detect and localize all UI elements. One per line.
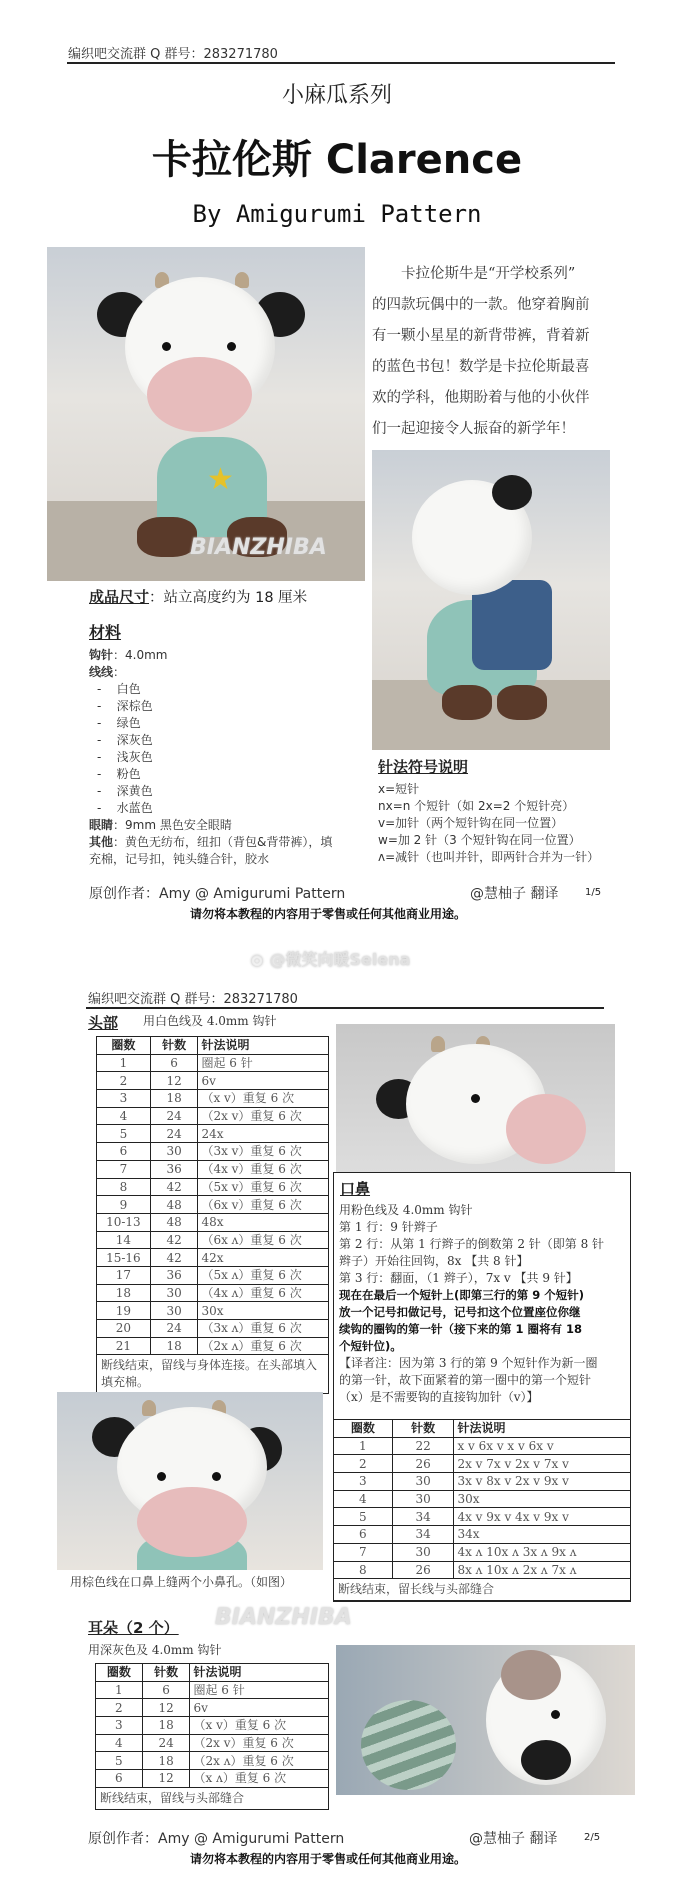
round-cell: 2 — [96, 1699, 143, 1717]
translator-credit: @慧柚子 翻译 — [470, 886, 559, 902]
round-cell: 10-13 — [97, 1213, 151, 1231]
stitch-count-cell: 18 — [150, 1337, 198, 1355]
round-cell: 21 — [97, 1337, 151, 1355]
table-row — [334, 1455, 631, 1473]
hook-label: 钩针 — [89, 648, 114, 662]
instruction-cell: （4x ʌ）重复 6 次 — [198, 1284, 329, 1302]
header-rule — [67, 62, 615, 64]
table-row — [96, 1770, 329, 1788]
yarn-item: 绿色 — [116, 716, 141, 730]
instruction-cell: 48x — [198, 1213, 329, 1231]
stitch-count-cell: 36 — [150, 1160, 198, 1178]
table-row — [97, 1196, 329, 1214]
column-header: 针法说明 — [198, 1037, 329, 1055]
eyes-value: ：9mm 黑色安全眼睛 — [113, 818, 232, 832]
column-header: 针法说明 — [190, 1664, 329, 1682]
table-header-row — [97, 1037, 329, 1055]
ear-section-sub: 用深灰色及 4.0mm 钩针 — [88, 1643, 222, 1657]
round-cell: 6 — [96, 1770, 143, 1788]
snout-line: 第 3 行：翻面，（1 辫子），7x v 【共 9 针】 — [339, 1271, 578, 1285]
cow-photo-back — [372, 450, 610, 750]
round-cell: 15-16 — [97, 1249, 151, 1267]
round-cell: 4 — [96, 1734, 143, 1752]
instruction-cell: 4x v 9x v 4x v 9x v — [454, 1508, 631, 1526]
header-rule-2 — [86, 1007, 604, 1009]
stitch-count-cell: 24 — [150, 1125, 198, 1143]
yarn-value: ： — [113, 665, 126, 679]
cow-photo-front — [47, 247, 365, 581]
table-row — [97, 1090, 329, 1108]
round-cell: 20 — [97, 1320, 151, 1338]
round-cell: 1 — [334, 1437, 393, 1455]
legend-item: w=加 2 针（3 个短针钩在同一位置） — [378, 833, 581, 847]
instruction-cell: 24x — [198, 1125, 329, 1143]
instruction-cell: （5x v）重复 6 次 — [198, 1178, 329, 1196]
table-row — [97, 1284, 329, 1302]
table-row — [334, 1508, 631, 1526]
round-cell: 6 — [334, 1526, 393, 1544]
stitch-count-cell: 26 — [392, 1455, 454, 1473]
instruction-cell: 6v — [198, 1072, 329, 1090]
head-section-title: 头部 — [88, 1014, 119, 1032]
table-row — [96, 1699, 329, 1717]
instruction-cell: 30x — [454, 1490, 631, 1508]
stitch-count-cell: 30 — [150, 1284, 198, 1302]
round-cell: 19 — [97, 1302, 151, 1320]
table-row — [97, 1266, 329, 1284]
instruction-cell: 34x — [454, 1526, 631, 1544]
head-section-sub: 用白色线及 4.0mm 钩针 — [143, 1014, 277, 1028]
table-row — [97, 1320, 329, 1338]
round-cell: 1 — [97, 1054, 151, 1072]
size-value: ：站立高度约为 18 厘米 — [149, 590, 308, 606]
column-header: 针数 — [150, 1037, 198, 1055]
site-watermark-1: BIANZHIBA — [190, 535, 327, 560]
hook-value: ：4.0mm — [113, 648, 168, 662]
intro-line: 们一起迎接令人振奋的新学年！ — [372, 421, 575, 437]
round-cell: 17 — [97, 1266, 151, 1284]
ear-pattern-table — [95, 1663, 329, 1810]
table-row — [334, 1490, 631, 1508]
yarn-item: 粉色 — [116, 767, 141, 781]
snout-line: 第 2 行：从第 1 行辫子的倒数第 2 针（即第 8 针 — [339, 1237, 605, 1251]
weibo-watermark — [250, 947, 410, 970]
table-row — [334, 1473, 631, 1491]
instruction-cell: 2x v 7x v 2x v 7x v — [454, 1455, 631, 1473]
other-label: 其他 — [89, 835, 114, 849]
instruction-cell: （2x v）重复 6 次 — [198, 1107, 329, 1125]
table-note-row — [334, 1579, 631, 1601]
round-cell: 2 — [97, 1072, 151, 1090]
round-cell: 4 — [97, 1107, 151, 1125]
snout-title: 口鼻 — [340, 1180, 371, 1198]
page-number-2: 2/5 — [584, 1832, 601, 1843]
stitch-legend — [378, 781, 599, 866]
round-cell: 4 — [334, 1490, 393, 1508]
instruction-cell: 6v — [190, 1699, 329, 1717]
table-row — [96, 1681, 329, 1699]
column-header: 圈数 — [97, 1037, 151, 1055]
column-header: 针数 — [392, 1420, 454, 1438]
table-row — [96, 1734, 329, 1752]
series-title: 小麻瓜系列 — [281, 83, 392, 108]
stitch-count-cell: 42 — [150, 1249, 198, 1267]
snout-line: 辫子）开始往回钩，8x 【共 8 针】 — [339, 1254, 529, 1268]
stitch-count-cell: 26 — [392, 1561, 454, 1579]
round-cell: 3 — [334, 1473, 393, 1491]
snout-bold-line: 现在在最后一个短针上(即第三行的第 9 个短针) — [339, 1288, 585, 1302]
stitch-count-cell: 30 — [150, 1302, 198, 1320]
table-row — [97, 1160, 329, 1178]
stitch-count-cell: 30 — [392, 1473, 454, 1491]
author-credit: 原创作者：Amy @ Amigurumi Pattern — [89, 886, 346, 902]
instruction-cell: （x v）重复 6 次 — [198, 1090, 329, 1108]
table-row — [97, 1143, 329, 1161]
intro-line: 欢的学科，他期盼着与他的小伙伴 — [372, 390, 590, 406]
intro-line: 卡拉伦斯牛是“开学校系列” — [372, 266, 576, 282]
materials-title: 材料 — [89, 623, 122, 642]
page-number: 1/5 — [585, 887, 602, 898]
yarn-item: 浅灰色 — [116, 750, 153, 764]
round-cell: 18 — [97, 1284, 151, 1302]
column-header: 圈数 — [96, 1664, 143, 1682]
stitch-count-cell: 24 — [142, 1734, 190, 1752]
yarn-item: 深灰色 — [116, 733, 153, 747]
round-cell: 6 — [97, 1143, 151, 1161]
yarn-label: 线线 — [89, 665, 114, 679]
stitch-count-cell: 36 — [150, 1266, 198, 1284]
round-cell: 1 — [96, 1681, 143, 1699]
table-row — [97, 1125, 329, 1143]
round-cell: 3 — [97, 1090, 151, 1108]
table-row — [96, 1717, 329, 1735]
ear-section-title: 耳朵（2 个） — [88, 1619, 179, 1637]
snout-line: 用粉色线及 4.0mm 钩针 — [339, 1203, 473, 1217]
cow-head-photo — [336, 1024, 615, 1172]
stitch-count-cell: 30 — [392, 1543, 454, 1561]
table-header-row — [96, 1664, 329, 1682]
stitch-count-cell: 24 — [150, 1320, 198, 1338]
instruction-cell: x v 6x v x v 6x v — [454, 1437, 631, 1455]
table-row — [334, 1543, 631, 1561]
instruction-cell: （x ʌ）重复 6 次 — [190, 1770, 329, 1788]
round-cell: 2 — [334, 1455, 393, 1473]
weibo-icon: ◎ — [250, 950, 270, 969]
round-cell: 7 — [334, 1543, 393, 1561]
table-note-row — [97, 1355, 329, 1394]
stitch-count-cell: 18 — [150, 1090, 198, 1108]
round-cell: 8 — [97, 1178, 151, 1196]
translator-note-line: 的第一针，故下面紧着的第一圈中的第一个短针 — [339, 1373, 592, 1387]
legend-title: 针法符号说明 — [378, 758, 469, 776]
stitch-count-cell: 12 — [142, 1699, 190, 1717]
round-cell: 3 — [96, 1717, 143, 1735]
table-note-row — [96, 1787, 329, 1809]
instruction-cell: （3x v）重复 6 次 — [198, 1143, 329, 1161]
instruction-cell: （4x v）重复 6 次 — [198, 1160, 329, 1178]
instruction-cell: （6x ʌ）重复 6 次 — [198, 1231, 329, 1249]
instruction-cell: （2x v）重复 6 次 — [190, 1734, 329, 1752]
column-header: 针法说明 — [454, 1420, 631, 1438]
table-row — [334, 1561, 631, 1579]
snout-line: 第 1 行：9 针辫子 — [339, 1220, 438, 1234]
stitch-count-cell: 34 — [392, 1508, 454, 1526]
yarn-item: 深棕色 — [116, 699, 153, 713]
table-row — [97, 1178, 329, 1196]
usage-warning-2: 请勿将本教程的内容用于零售或任何其他商业用途。 — [190, 1852, 467, 1866]
round-cell: 8 — [334, 1561, 393, 1579]
stitch-count-cell: 18 — [142, 1752, 190, 1770]
stitch-count-cell: 34 — [392, 1526, 454, 1544]
other-value-cont: 充棉，记号扣，钝头缝合针，胶水 — [89, 852, 270, 866]
legend-item: v=加针（两个短针钩在同一位置） — [378, 816, 564, 830]
table-row — [97, 1072, 329, 1090]
round-cell: 5 — [334, 1508, 393, 1526]
legend-item: x=短针 — [378, 782, 420, 796]
eyes-label: 眼睛 — [89, 818, 114, 832]
table-row — [97, 1337, 329, 1355]
table-row — [97, 1054, 329, 1072]
snout-bold-line: 个短针位)。 — [339, 1339, 402, 1353]
byline: By Amigurumi Pattern — [192, 200, 482, 228]
page-title: 卡拉伦斯 Clarence — [151, 137, 523, 183]
stitch-count-cell: 12 — [142, 1770, 190, 1788]
star-patch-icon: ★ — [207, 462, 234, 497]
table-row — [97, 1213, 329, 1231]
instruction-cell: 4x ʌ 10x ʌ 3x ʌ 9x ʌ — [454, 1543, 631, 1561]
head-pattern-table — [96, 1036, 329, 1394]
snout-instructions — [339, 1202, 604, 1406]
stitch-count-cell: 6 — [150, 1054, 198, 1072]
site-watermark-2: BIANZHIBA — [215, 1605, 352, 1630]
instruction-cell: （x v）重复 6 次 — [190, 1717, 329, 1735]
stitch-count-cell: 30 — [392, 1490, 454, 1508]
table-header-row — [334, 1420, 631, 1438]
author-credit-2: 原创作者：Amy @ Amigurumi Pattern — [88, 1831, 345, 1847]
instruction-cell: 42x — [198, 1249, 329, 1267]
instruction-cell: （5x ʌ）重复 6 次 — [198, 1266, 329, 1284]
table-row — [97, 1107, 329, 1125]
instruction-cell: （6x v）重复 6 次 — [198, 1196, 329, 1214]
stitch-count-cell: 22 — [392, 1437, 454, 1455]
table-row — [96, 1752, 329, 1770]
weibo-handle: @微笑向暖Selena — [269, 950, 411, 969]
nostril-caption: 用棕色线在口鼻上缝两个小鼻孔。（如图） — [70, 1575, 293, 1589]
table-row — [334, 1437, 631, 1455]
instruction-cell: （3x ʌ）重复 6 次 — [198, 1320, 329, 1338]
yarn-item: 水蓝色 — [116, 801, 153, 815]
table-row — [97, 1249, 329, 1267]
stitch-count-cell: 24 — [150, 1107, 198, 1125]
stitch-count-cell: 30 — [150, 1143, 198, 1161]
table-note: 断线结束，留线与身体连接。在头部填入填充棉。 — [97, 1355, 329, 1394]
group-header: 编织吧交流群 Q 群号：283271780 — [68, 47, 278, 62]
cow-nostril-photo — [57, 1392, 323, 1570]
instruction-cell: （2x ʌ）重复 6 次 — [198, 1337, 329, 1355]
intro-line: 的四款玩偶中的一款。他穿着胸前 — [372, 297, 590, 313]
round-cell: 5 — [96, 1752, 143, 1770]
instruction-cell: 圈起 6 针 — [190, 1681, 329, 1699]
instruction-cell: 8x ʌ 10x ʌ 2x ʌ 7x ʌ — [454, 1561, 631, 1579]
stitch-count-cell: 48 — [150, 1196, 198, 1214]
table-row — [334, 1526, 631, 1544]
snout-bold-line: 放一个记号扣做记号，记号扣这个位置座位你继 — [339, 1305, 581, 1319]
round-cell: 9 — [97, 1196, 151, 1214]
stitch-count-cell: 12 — [150, 1072, 198, 1090]
round-cell: 14 — [97, 1231, 151, 1249]
stitch-count-cell: 6 — [142, 1681, 190, 1699]
table-note: 断线结束，留线与头部缝合 — [96, 1787, 329, 1809]
translator-note-line: 【译者注：因为第 3 行的第 9 个短针作为新一圈 — [339, 1356, 598, 1370]
table-row — [97, 1302, 329, 1320]
yarn-item: 白色 — [116, 682, 141, 696]
instruction-cell: 3x v 8x v 2x v 9x v — [454, 1473, 631, 1491]
materials-list: 钩针：4.0mm 线线： - 白色 - 深棕色 - 绿色 - 深灰色 - 浅灰色 - 粉色 - 深黄色 - 水蓝色 眼睛：9mm 黑色安全眼睛 其他：黄色无纺布，纽扣（背包&背带裤），填 充棉，记号扣，钝头缝合针，胶水 — [89, 648, 333, 866]
snout-pattern-table — [333, 1419, 631, 1601]
stitch-count-cell: 42 — [150, 1178, 198, 1196]
column-header: 针数 — [142, 1664, 190, 1682]
table-note: 断线结束，留长线与头部缝合 — [334, 1579, 631, 1601]
size-label: 成品尺寸 — [89, 588, 150, 606]
intro-line: 的蓝色书包！数学是卡拉伦斯最喜 — [372, 359, 590, 375]
legend-item: ʌ=减针（也叫并针，即两针合并为一针） — [378, 850, 600, 864]
stitch-count-cell: 42 — [150, 1231, 198, 1249]
instruction-cell: 圈起 6 针 — [198, 1054, 329, 1072]
intro-line: 有一颗小星星的新背带裤，背着新 — [372, 328, 590, 344]
round-cell: 7 — [97, 1160, 151, 1178]
instruction-cell: 30x — [198, 1302, 329, 1320]
finished-size — [89, 586, 307, 607]
group-header-2: 编织吧交流群 Q 群号：283271780 — [88, 992, 298, 1007]
round-cell: 5 — [97, 1125, 151, 1143]
translator-note-line: （x）是不需要钩的直接钩加针（v）】 — [339, 1390, 539, 1404]
translator-credit-2: @慧柚子 翻译 — [469, 1831, 558, 1847]
snout-bold-line: 续钩的圈钩的第一针（接下来的第 1 圈将有 18 — [339, 1322, 583, 1336]
cow-ear-photo — [336, 1645, 635, 1795]
table-row — [97, 1231, 329, 1249]
usage-warning: 请勿将本教程的内容用于零售或任何其他商业用途。 — [190, 907, 467, 921]
other-value: ：黄色无纺布，纽扣（背包&背带裤），填 — [113, 835, 333, 849]
yarn-item: 深黄色 — [116, 784, 153, 798]
legend-item: nx=n 个短针（如 2x=2 个短针亮） — [378, 799, 575, 813]
column-header: 圈数 — [334, 1420, 393, 1438]
stitch-count-cell: 48 — [150, 1213, 198, 1231]
instruction-cell: （2x ʌ）重复 6 次 — [190, 1752, 329, 1770]
stitch-count-cell: 18 — [142, 1717, 190, 1735]
